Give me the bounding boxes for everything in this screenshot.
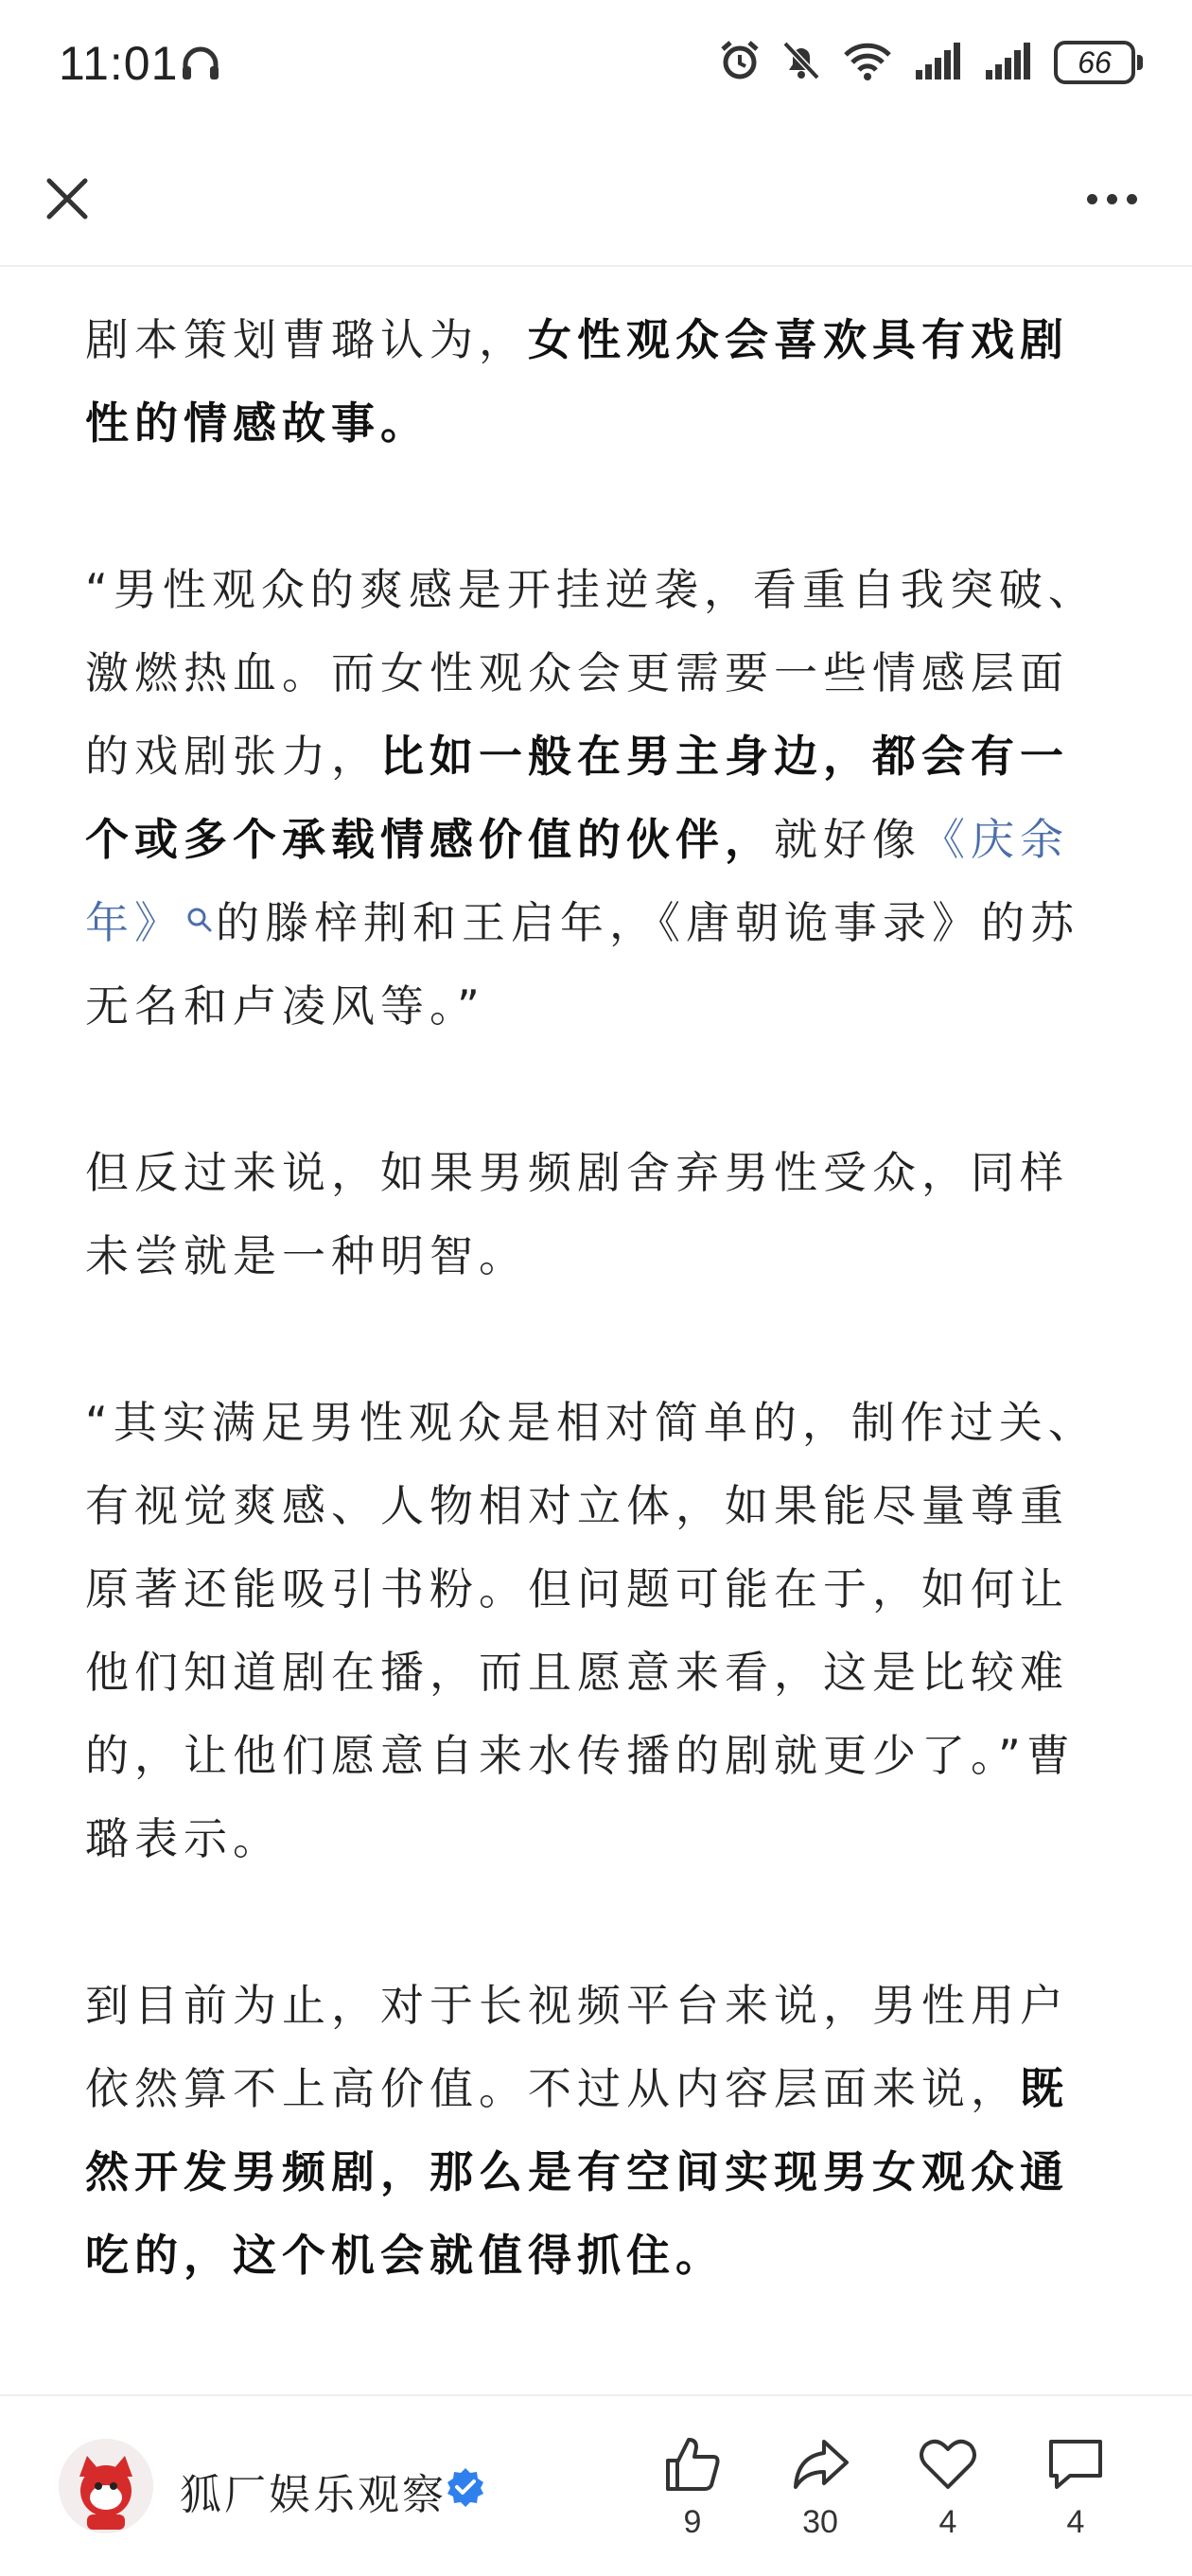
share-icon [790,2434,850,2495]
paragraph-text: 剧本策划曹璐认为， [85,314,528,365]
signal-icon [914,42,963,83]
search-link-qingyunian[interactable]: 《庆余年》 [85,814,1069,948]
close-icon [34,166,100,232]
comment-icon [1045,2434,1106,2495]
more-button[interactable] [1069,166,1154,232]
headphone-icon [180,44,221,85]
avatar[interactable] [59,2439,153,2533]
more-icon [1087,194,1097,204]
more-icon [1127,194,1137,204]
article-body [85,298,1107,2547]
search-icon[interactable] [185,877,214,961]
emphasis-text: 女性观众会喜欢具有戏剧性的情感故事。 [85,314,1069,449]
signal-icon [984,42,1033,83]
status-bar [0,0,1192,132]
emphasis-text: 比如一般在男主身边，都会有一个或多个承载情感价值的伙伴， [85,731,1069,865]
battery-level: 66 [1078,44,1112,79]
favorite-button[interactable] [905,2434,990,2541]
wifi-icon [842,40,893,85]
verified-icon [445,2465,486,2511]
battery-icon [1054,41,1135,84]
share-button[interactable] [778,2434,863,2541]
paragraph: “其实满足男性观众是相对简单的，制作过关、有视觉爽感、人物相对立体，如果能尽量尊重原著还能吸引书粉。但问题可能在于，如何让他们知道剧在播，而且愿意来看，这是比较难的，让他们愿意自来水传播的剧就更少了。”曹璐表示。 [85,1397,1097,1864]
status-icons [719,38,1135,87]
paragraph-text: “男性观众的爽感是开挂逆袭，看重自我突破、激燃热血。而女性观众会更需要一些情感层面的戏剧张力， [85,564,1097,782]
favorite-count: 4 [938,2504,957,2540]
paragraph [85,548,1107,1048]
more-icon [1107,194,1117,204]
comment-button[interactable] [1033,2434,1118,2541]
emphasis-text: 既然开发男频剧，那么是有空间实现男女观众通吃的，这个机会就值得抓住。 [85,2063,1069,2281]
status-time: 11:01 [59,37,179,90]
paragraph-text: 的滕梓荆和王启年，《唐朝诡事录》的苏无名和卢凌风等。” [85,897,1079,1032]
mute-icon [781,40,821,85]
like-count: 9 [683,2504,702,2540]
paragraph [85,298,1107,465]
comment-count: 4 [1066,2504,1085,2540]
paragraph-text: 就好像 [774,814,921,865]
heart-icon [918,2434,978,2495]
paragraph: 但反过来说，如果男频剧舍弃男性受众，同样未尝就是一种明智。 [85,1147,1069,1281]
paragraph-text: 到目前为止，对于长视频平台来说，男性用户依然算不上高价值。不过从内容层面来说， [85,1980,1069,2114]
paragraph [85,1964,1107,2297]
top-nav [0,132,1192,267]
thumbs-up-icon [662,2434,723,2495]
share-count: 30 [802,2504,838,2540]
author-name[interactable]: 狐厂娱乐观察 [180,2471,447,2519]
close-button[interactable] [34,166,100,232]
alarm-icon [719,40,761,85]
bottom-bar [0,2394,1192,2576]
like-button[interactable] [650,2434,735,2541]
